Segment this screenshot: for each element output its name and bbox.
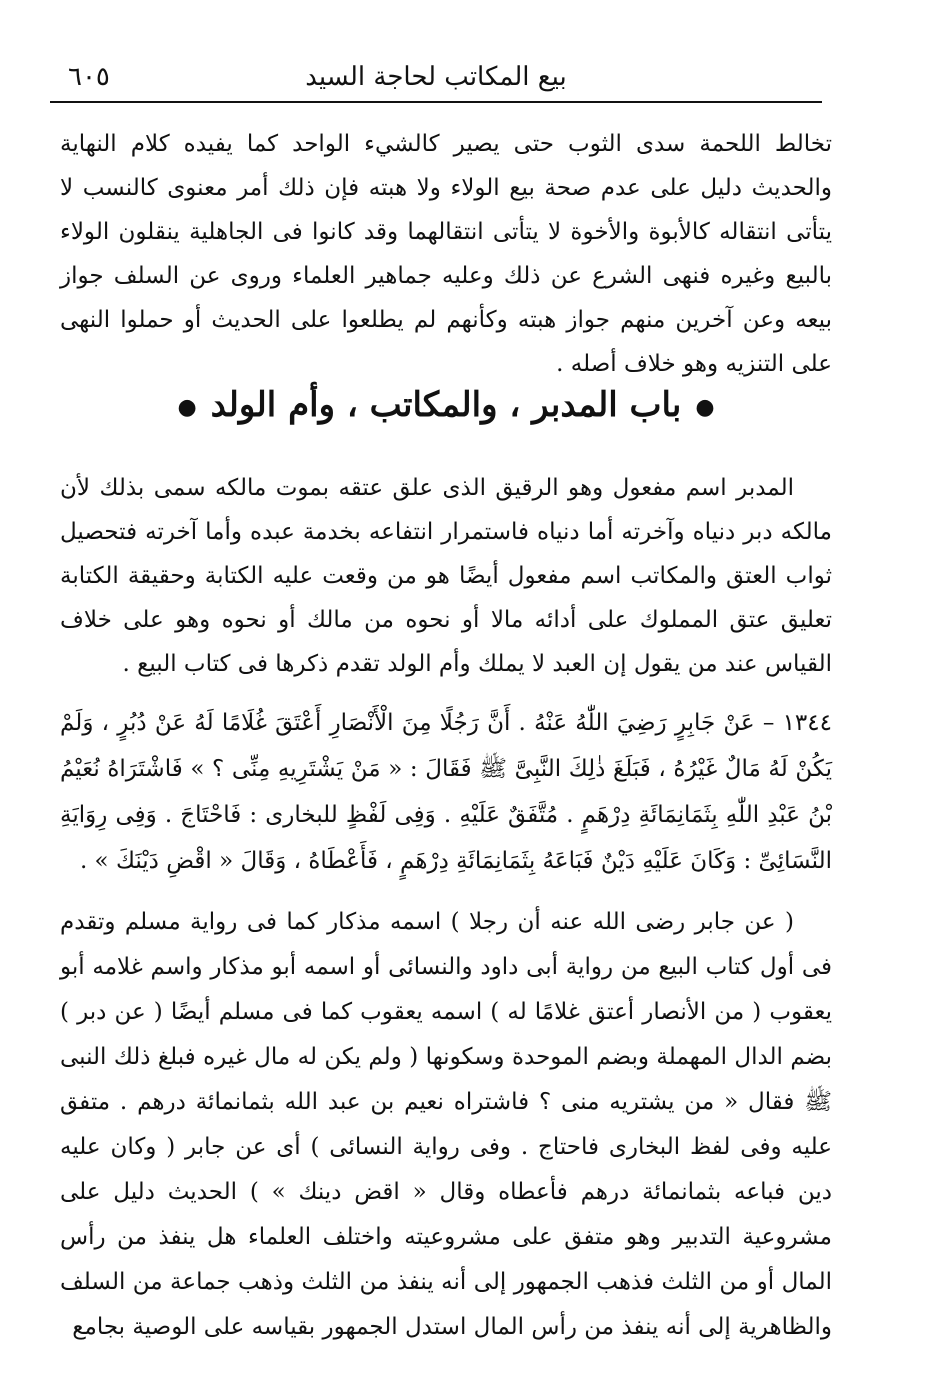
paragraph-commentary bbox=[60, 900, 832, 1350]
header-divider bbox=[50, 101, 822, 103]
paragraph-text: تخالط اللحمة سدى الثوب حتى يصير كالشيء الواحد كما يفيده كلام النهاية والحديث دليل على عدم صحة بيع الولاء ولا هبته فإن ذلك أمر معنوى كالنسب لا يتأتى انتقاله كالأبوة والأخوة لا يتأتى انتقالهما وقد كانوا فى الجاهلية ينقلون الولاء بالبيع وغيره فنهى الشرع عن ذلك وعليه جماهير العلماء وروى عن السلف جواز بيعه وعن آخرين منهم جواز هبته وكأنهم لم يطلعوا على الحديث أو حملوا النهى على التنزيه وهو خلاف أصله . bbox=[60, 131, 832, 377]
chapter-title: باب المدبر ، والمكاتب ، وأم الولد bbox=[210, 385, 682, 425]
page-header bbox=[50, 58, 822, 98]
bullet-icon: ● bbox=[695, 394, 715, 420]
bullet-icon: ● bbox=[177, 394, 197, 420]
paragraph-continuation bbox=[60, 122, 832, 386]
paragraph-text: المدبر اسم مفعول وهو الرقيق الذى علق عتقه بموت مالكه سمى بذلك لأن مالكه دبر دنياه وآخرته أما دنياه فاستمرار انتفاعه بخدمة عبده وأما آخرته فتحصيل ثواب العتق والمكاتب اسم مفعول أيضًا هو من وقعت عليه الكتابة وحقيقة الكتابة تعليق عتق المملوك على أدائه مالا أو نحوه من مالك أو نحوه وهو على خلاف القياس عند من يقول إن العبد لا يملك وأم الولد تقدم ذكرها فى كتاب البيع . bbox=[60, 475, 832, 677]
running-title: بيع المكاتب لحاجة السيد bbox=[305, 62, 567, 92]
paragraph-text: ١٣٤٤ – عَنْ جَابِرٍ رَضِيَ اللّٰهُ عَنْهُ . أَنَّ رَجُلًا مِنَ الْأَنْصَارِ أَعْتَقَ غُلَامًا لَهُ عَنْ دُبُرٍ ، وَلَمْ يَكُنْ لَهُ مَالٌ غَيْرُهُ ، فَبَلَغَ ذٰلِكَ النَّبِىَّ ﷺ فَقَالَ : « مَنْ يَشْتَرِيهِ مِنِّى ؟ » فَاشْتَرَاهُ نُعَيْمُ بْنُ عَبْدِ اللّٰهِ بِثَمَانِمَائَةِ دِرْهَمٍ . مُتَّفَقٌ عَلَيْهِ . وَفِى لَفْظٍ للبخارى : فَاحْتَاجَ . وَفِى رِوَايَةِ النَّسَائِىِّ : وَكَانَ عَلَيْهِ دَيْنٌ فَبَاعَهُ بِثَمَانِمَائَةِ دِرْهَمٍ ، فَأَعْطَاهُ ، وَقَالَ « اقْضِ دَيْنَكَ » . bbox=[60, 710, 832, 874]
chapter-heading bbox=[60, 380, 832, 432]
hadith-text bbox=[60, 700, 832, 884]
paragraph-definition bbox=[60, 466, 832, 686]
paragraph-text: ( عن جابر رضى الله عنه أن رجلا ) اسمه مذكار كما فى رواية مسلم وتقدم فى أول كتاب البيع من رواية أبى داود والنسائى أو اسمه أبو مذكار واسم غلامه أبو يعقوب ( من الأنصار أعتق غلامًا له ) اسمه يعقوب كما فى مسلم أيضًا ( عن دبر ) بضم الدال المهملة وبضم الموحدة وسكونها ( ولم يكن له مال غيره فبلغ ذلك النبى ﷺ فقال « من يشتريه منى ؟ فاشتراه نعيم بن عبد الله بثمانمائة درهم . متفق عليه وفى لفظ البخارى فاحتاج . وفى رواية النسائى ) أى عن جابر ( وكان عليه دين فباعه بثمانمائة درهم فأعطاه وقال « اقض دينك » ) الحديث دليل على مشروعية التدبير وهو متفق على مشروعيته واختلف العلماء هل ينفذ من رأس المال أو من الثلث فذهب الجمهور إلى أنه ينفذ من الثلث وذهب جماعة من السلف والظاهرية إلى أنه ينفذ من رأس المال استدل الجمهور بقياسه على الوصية بجامع bbox=[60, 909, 832, 1340]
page-number: ٦٠٥ bbox=[68, 62, 110, 92]
